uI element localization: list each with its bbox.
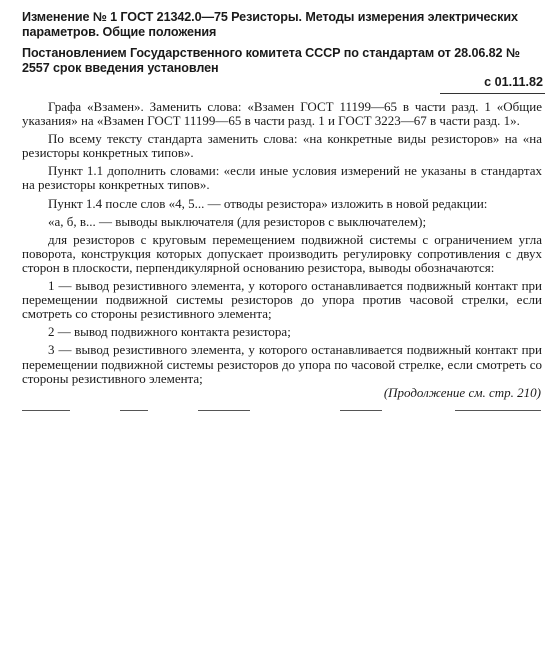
paragraph: Графа «Взамен». Заменить слова: «Взамен ГОСТ 11199—65 в части разд. 1 «Общие указания» на «Взамен ГОСТ 11199—65 в части разд. 1 и ГОСТ 3223—67 в части разд. 1». [22,99,542,129]
effective-date: с 01.11.82 [484,75,543,89]
footer-rule [455,410,541,411]
paragraph: Пункт 1.1 дополнить словами: «если иные условия измерений не указаны в стандартах на резисторы конкретных типов». [22,163,542,193]
paragraph: «а, б, в... — выводы выключателя (для резисторов с выключателем); [48,213,427,229]
document-body [22,100,542,390]
footer-rule [22,410,70,411]
footer-rule [120,410,148,411]
continuation-note: (Продолжение см. стр. 210) [383,385,541,400]
footer-rule [198,410,250,411]
footer-rule [340,410,382,411]
change-title: Изменение № 1 ГОСТ 21342.0—75 Резисторы. Методы измерения электрических параметров. Общие положения [22,10,518,39]
paragraph: По всему тексту стандарта заменить слова: «на конкретные виды резисторов» на «на резисторы конкретных типов». [22,131,542,161]
paragraph: 3 — вывод резистивного элемента, у которого останавливается подвижный контакт при перемещении подвижной системы резисторов до упора по часовой стрелке, если смотреть со стороны резистивного элемента; [22,342,542,386]
paragraph: 1 — вывод резистивного элемента, у которого останавливается подвижный контакт при перемещении подвижной системы резисторов до упора против часовой стрелки, если смотреть со стороны резистивного элемента; [22,278,542,322]
date-underline [440,93,545,94]
paragraph: 2 — вывод подвижного контакта резистора; [48,324,291,340]
paragraph: для резисторов с круговым перемещением подвижной системы с ограничением угла поворота, конструкция которых допускает производить регулировку сопротивления с двух сторон в плоскости, перпендикулярной основанию резистора, выводы обозначаются: [22,231,542,275]
decree-text: Постановлением Государственного комитета СССР по стандартам от 28.06.82 № 2557 срок введения установлен [22,46,520,75]
paragraph: Пункт 1.4 после слов «4, 5... — отводы резистора» изложить в новой редакции: [48,195,488,211]
